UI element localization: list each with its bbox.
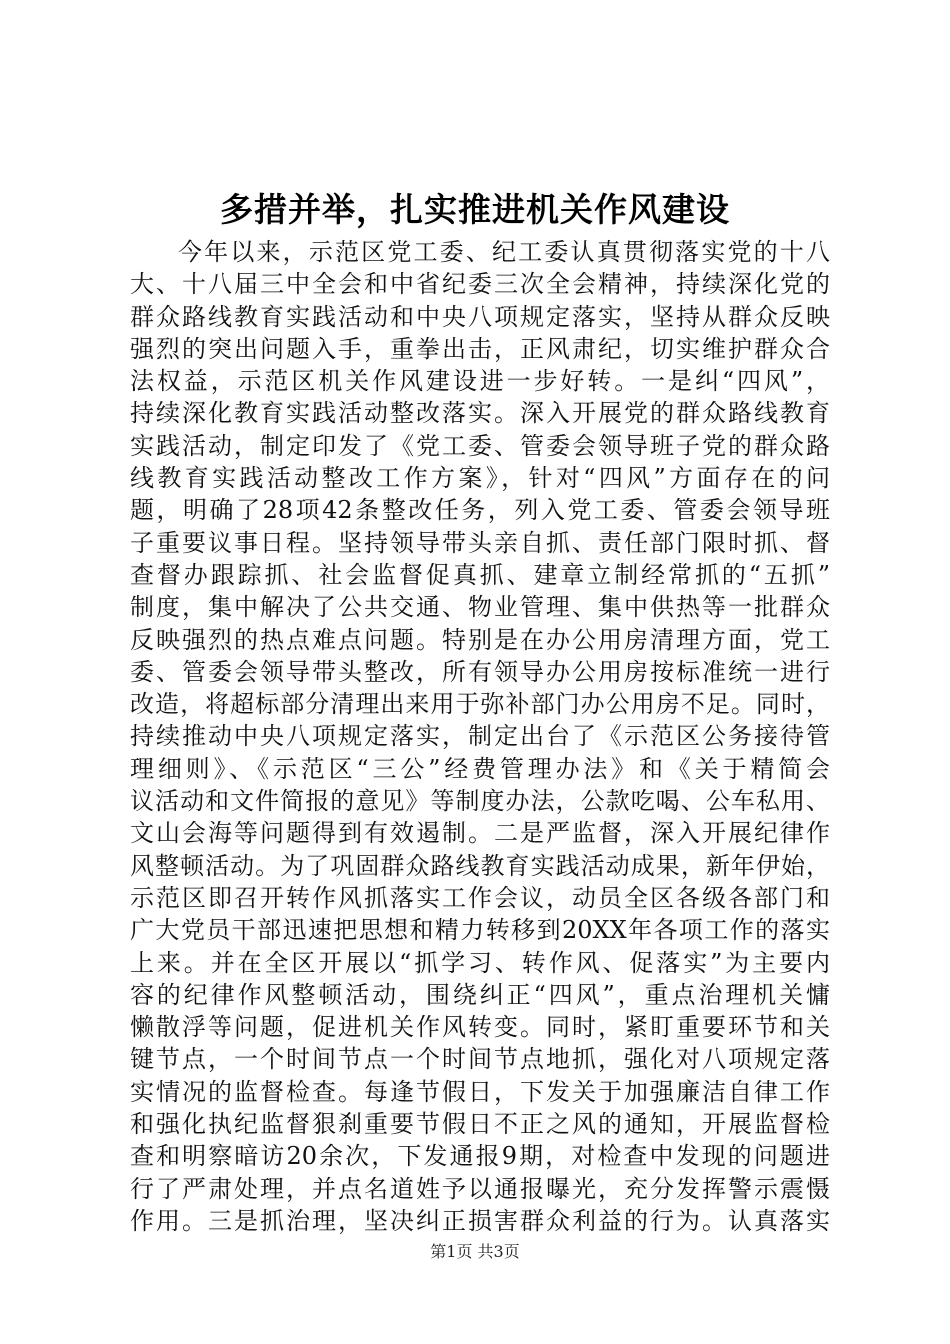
body-line: 委、管委会领导带头整改，所有领导办公用房按标准统一进行	[130, 657, 830, 686]
body-line: 子重要议事日程。坚持领导带头亲自抓、责任部门限时抓、督	[130, 528, 830, 557]
body-line: 文山会海等问题得到有效遏制。二是严监督，深入开展纪律作	[130, 819, 830, 848]
body-line: 题，明确了28项42条整改任务，列入党工委、管委会领导班	[130, 496, 830, 525]
body-line: 制度，集中解决了公共交通、物业管理、集中供热等一批群众	[130, 593, 830, 622]
body-line: 查和明察暗访20余次，下发通报9期，对检查中发现的问题进	[130, 1142, 830, 1171]
body-line: 今年以来，示范区党工委、纪工委认真贯彻落实党的十八	[178, 238, 830, 266]
body-line: 强烈的突出问题入手，重拳出击，正风肃纪，切实维护群众合	[130, 334, 830, 363]
body-line: 议活动和文件简报的意见》等制度办法，公款吃喝、公车私用、	[130, 787, 830, 816]
body-line: 持续推动中央八项规定落实，制定出台了《示范区公务接待管	[130, 722, 830, 751]
body-line: 实践活动，制定印发了《党工委、管委会领导班子党的群众路	[130, 431, 830, 460]
body-line: 示范区即召开转作风抓落实工作会议，动员全区各级各部门和	[130, 883, 830, 912]
body-line: 理细则》、《示范区“三公”经费管理办法》和《关于精简会	[130, 754, 830, 783]
body-line: 持续深化教育实践活动整改落实。深入开展党的群众路线教育	[130, 399, 830, 428]
body-line: 线教育实践活动整改工作方案》，针对“四风”方面存在的问	[130, 464, 830, 493]
document-title: 多措并举，扎实推进机关作风建设	[220, 190, 730, 229]
body-line: 容的纪律作风整顿活动，围绕纠正“四风”，重点治理机关慵	[130, 980, 830, 1009]
body-line: 法权益，示范区机关作风建设进一步好转。一是纠“四风”，	[130, 367, 830, 396]
body-line: 和强化执纪监督狠刹重要节假日不正之风的通知，开展监督检	[130, 1110, 830, 1139]
body-line: 查督办跟踪抓、社会监督促真抓、建章立制经常抓的“五抓”	[130, 560, 830, 589]
body-line: 懒散浮等问题，促进机关作风转变。同时，紧盯重要环节和关	[130, 1013, 830, 1042]
body-line: 群众路线教育实践活动和中央八项规定落实，坚持从群众反映	[130, 302, 830, 331]
body-line: 行了严肃处理，并点名道姓予以通报曝光，充分发挥警示震慑	[130, 1174, 830, 1203]
page-footer: 第1页 共3页	[430, 1242, 520, 1261]
body-line: 风整顿活动。为了巩固群众路线教育实践活动成果，新年伊始，	[130, 851, 830, 880]
body-line: 广大党员干部迅速把思想和精力转移到20XX年各项工作的落实	[130, 916, 830, 945]
body-line: 反映强烈的热点难点问题。特别是在办公用房清理方面，党工	[130, 625, 830, 654]
body-line: 作用。三是抓治理，坚决纠正损害群众利益的行为。认真落实	[130, 1206, 830, 1235]
document-body	[130, 236, 830, 1237]
body-line: 大、十八届三中全会和中省纪委三次全会精神，持续深化党的	[130, 270, 830, 299]
body-line: 实情况的监督检查。每逢节假日，下发关于加强廉洁自律工作	[130, 1077, 830, 1106]
body-line: 键节点，一个时间节点一个时间节点地抓，强化对八项规定落	[130, 1045, 830, 1074]
body-line: 改造，将超标部分清理出来用于弥补部门办公用房不足。同时，	[130, 690, 830, 719]
body-line: 上来。并在全区开展以“抓学习、转作风、促落实”为主要内	[130, 948, 830, 977]
